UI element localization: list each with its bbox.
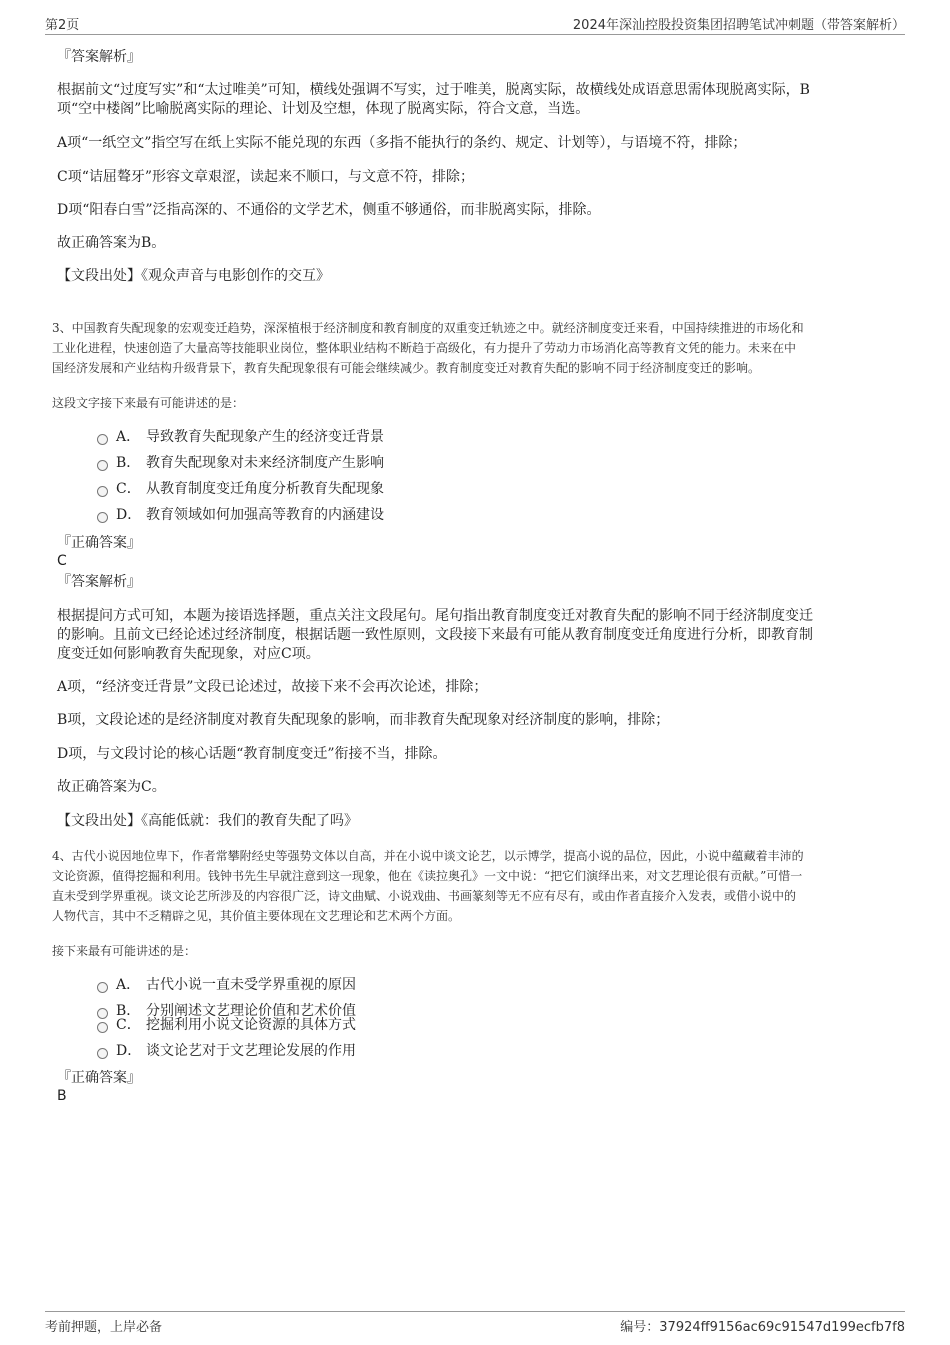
radio-icon[interactable]: [97, 982, 108, 993]
q3-option-d[interactable]: D． 教育领域如何加强高等教育的内涵建设: [97, 505, 384, 525]
q3-analysis-line-3: 度变迁如何影响教育失配现象，对应C项。: [57, 646, 320, 662]
radio-icon[interactable]: [97, 460, 108, 471]
q3-answer: C: [57, 553, 67, 569]
q4-option-c[interactable]: C． 挖掘利用小说文论资源的具体方式: [97, 1015, 356, 1035]
q2-conclusion: 故正确答案为B。: [57, 235, 166, 251]
q3-analysis-option-d: D项，与文段讨论的核心话题“教育制度变迁”衔接不当，排除。: [57, 746, 447, 762]
q2-analysis-line-1: 根据前文“过度写实”和“太过唯美”可知，横线处强调不写实，过于唯美，脱离实际，故横线处成语意思需体现脱离实际，B: [57, 82, 810, 98]
footer-slogan: 考前押题，上岸必备: [45, 1320, 163, 1335]
q3-option-a[interactable]: A． 导致教育失配现象产生的经济变迁背景: [97, 427, 384, 447]
q3-analysis-line-2: 的影响。且前文已经论述过经济制度，根据话题一致性原则，文段接下来最有可能从教育制度变迁角度进行分析，即教育制: [57, 627, 813, 643]
q3-question: 这段文字接下来最有可能讲述的是：: [52, 396, 245, 410]
q3-conclusion: 故正确答案为C。: [57, 779, 166, 795]
q2-analysis-option-a: A项“一纸空文”指空写在纸上实际不能兑现的东西（多指不能执行的条约、规定、计划等），与语境不符，排除；: [57, 135, 747, 151]
q4-option-d[interactable]: D． 谈文论艺对于文艺理论发展的作用: [97, 1041, 356, 1061]
page-header: [45, 12, 905, 35]
q2-source: 【文段出处】《观众声音与电影创作的交互》: [57, 268, 330, 284]
radio-icon[interactable]: [97, 434, 108, 445]
q3-stem-line-2: 工业化进程，快速创造了大量高等技能职业岗位，整体职业结构不断趋于高级化，有力提升了劳动力市场消化高等教育文凭的能力。未来在中: [52, 341, 797, 355]
q4-option-a[interactable]: A． 古代小说一直未受学界重视的原因: [97, 975, 356, 995]
q3-analysis-line-1: 根据提问方式可知，本题为接语选择题，重点关注文段尾句。尾句指出教育制度变迁对教育失配的影响不同于经济制度变迁: [57, 608, 813, 624]
q3-source: 【文段出处】《高能低就：我们的教育失配了吗》: [57, 813, 358, 829]
q3-option-b[interactable]: B． 教育失配现象对未来经济制度产生影响: [97, 453, 384, 473]
page-number: 第2页: [45, 18, 80, 33]
q4-stem-line-4: 人物代言，其中不乏精辟之见，其价值主要体现在文艺理论和艺术两个方面。: [52, 909, 461, 923]
q3-analysis-option-a: A项，“经济变迁背景”文段已论述过，故接下来不会再次论述，排除；: [57, 679, 488, 695]
q3-stem-line-3: 国经济发展和产业结构升级背景下，教育失配现象很有可能会继续减少。教育制度变迁对教育失配的影响不同于经济制度变迁的影响。: [52, 361, 761, 375]
footer-serial: 编号：37924ff9156ac69c91547d199ecfb7f8: [620, 1320, 905, 1335]
q2-analysis-line-2: 项“空中楼阁”比喻脱离实际的理论、计划及空想，体现了脱离实际，符合文意，当选。: [57, 101, 590, 117]
radio-icon[interactable]: [97, 486, 108, 497]
q3-analysis-label: 『答案解析』: [57, 574, 141, 590]
q4-stem-line-3: 直未受到学界重视。谈文论艺所涉及的内容很广泛，诗文曲赋、小说戏曲、书画篆刻等无不应有尽有，或由作者直接介入发表，或借小说中的: [52, 889, 797, 903]
q3-answer-label: 『正确答案』: [57, 535, 141, 551]
q2-analysis-label: 『答案解析』: [57, 49, 141, 65]
q4-option-b[interactable]: B． 分别阐述文艺理论价值和艺术价值: [97, 1001, 356, 1021]
q2-analysis-option-d: D项“阳春白雪”泛指高深的、不通俗的文学艺术，侧重不够通俗，而非脱离实际，排除。: [57, 202, 601, 218]
q2-analysis-option-c: C项“诘屈聱牙”形容文章艰涩，读起来不顺口，与文意不符，排除；: [57, 169, 475, 185]
q4-stem-line-2: 文论资源，值得挖掘和利用。钱钟书先生早就注意到这一现象，他在《读拉奥孔》一文中说：“把它们演绎出来，对文艺理论很有贡献。”可惜一: [52, 869, 803, 883]
q4-answer-label: 『正确答案』: [57, 1070, 141, 1086]
radio-icon[interactable]: [97, 1022, 108, 1033]
document-title: 2024年深汕控股投资集团招聘笔试冲刺题（带答案解析）: [572, 18, 905, 33]
q4-question: 接下来最有可能讲述的是：: [52, 944, 197, 958]
radio-icon[interactable]: [97, 1048, 108, 1059]
q3-analysis-option-b: B项，文段论述的是经济制度对教育失配现象的影响，而非教育失配现象对经济制度的影响，排除；: [57, 712, 670, 728]
q3-stem-line-1: 3、中国教育失配现象的宏观变迁趋势，深深植根于经济制度和教育制度的双重变迁轨迹之中。就经济制度变迁来看，中国持续推进的市场化和: [52, 321, 804, 335]
page-footer: [45, 1311, 905, 1336]
radio-icon[interactable]: [97, 512, 108, 523]
q3-option-c[interactable]: C． 从教育制度变迁角度分析教育失配现象: [97, 479, 384, 499]
q4-stem-line-1: 4、古代小说因地位卑下，作者常攀附经史等强势文体以自高，并在小说中谈文论艺，以示博学，提高小说的品位，因此，小说中蕴藏着丰沛的: [52, 849, 804, 863]
q4-answer: B: [57, 1088, 67, 1104]
